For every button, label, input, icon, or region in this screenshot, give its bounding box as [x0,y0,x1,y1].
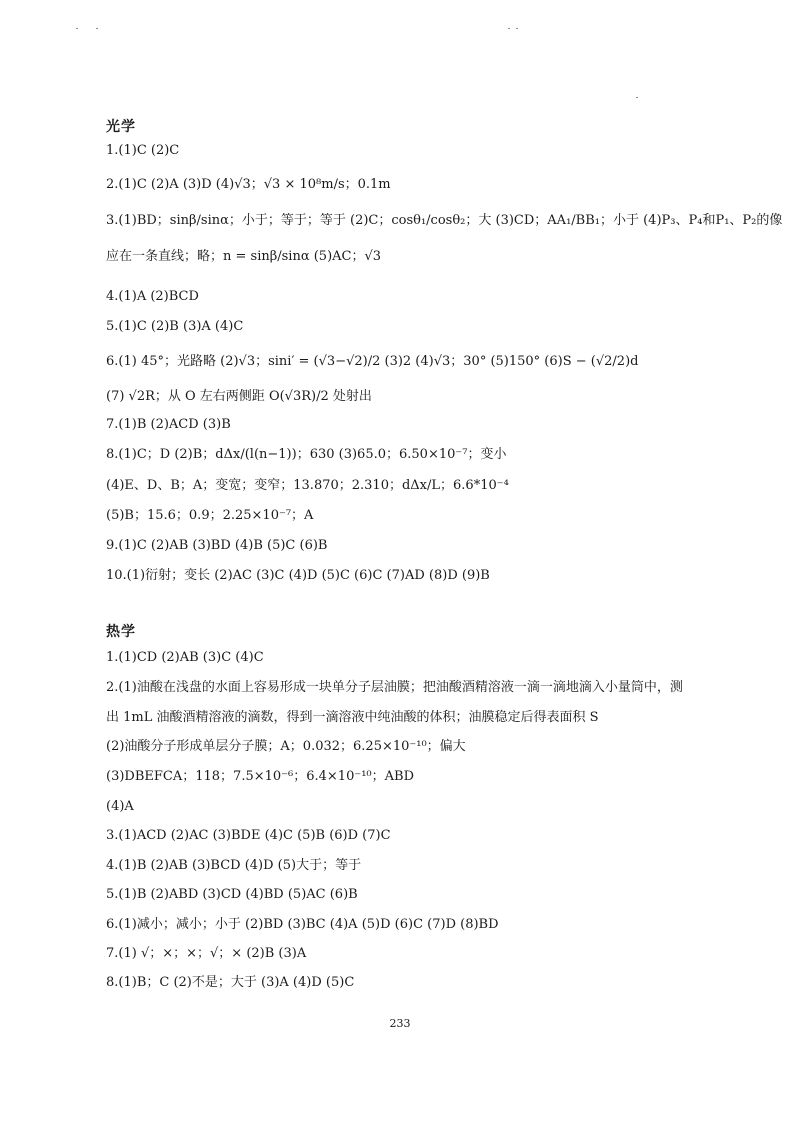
answer-line: (3)DBEFCA；118；7.5×10⁻⁶；6.4×10⁻¹⁰；ABD [106,769,414,784]
answer-line: 9.(1)C (2)AB (3)BD (4)B (5)C (6)B [106,538,328,553]
answer-line: (4)E、D、B；A；变宽；变窄；13.870；2.310；dΔx/L；6.6*10⁻⁴ [106,478,509,493]
answer-line: 6.(1) 45°；光路略 (2)√3；sini′ = (√3−√2)/2 (3)2 (4)√3；30° (5)150° (6)S − (√2/2)d [106,354,639,369]
answer-line: (2)油酸分子形成单层分子膜；A；0.032；6.25×10⁻¹⁰；偏大 [106,739,466,754]
answer-line: 3.(1)BD；sinβ/sinα；小于；等于；等于 (2)C；cosθ₁/cosθ₂；大 (3)CD；AA₁/BB₁；小于 (4)P₃、P₄和P₁、P₂的像 [106,213,783,228]
answer-line: 7.(1)B (2)ACD (3)B [106,417,231,432]
scan-speck [508,28,510,29]
answer-line: 1.(1)C (2)C [106,143,180,158]
answer-line: 8.(1)B；C (2)不是；大于 (3)A (4)D (5)C [106,975,355,990]
answer-line: 7.(1) √；×；×；√；× (2)B (3)A [106,946,307,961]
scan-speck [76,28,78,29]
scan-speck [516,28,518,29]
answer-line: 2.(1)油酸在浅盘的水面上容易形成一块单分子层油膜；把油酸酒精溶液一滴一滴地滴入小量筒中，测 [106,680,683,695]
answer-line: 2.(1)C (2)A (3)D (4)√3；√3 × 10⁸m/s；0.1m [106,177,391,192]
answer-line: 应在一条直线；略；n = sinβ/sinα (5)AC；√3 [106,249,382,264]
answer-line: 1.(1)CD (2)AB (3)C (4)C [106,650,264,665]
answer-line: 出 1mL 油酸酒精溶液的滴数，得到一滴溶液中纯油酸的体积；油膜稳定后得表面积 S [106,710,599,725]
answer-line: 4.(1)B (2)AB (3)BCD (4)D (5)大于；等于 [106,858,362,873]
answer-line: (7) √2R；从 O 左右两侧距 O(√3R)/2 处射出 [106,389,372,404]
answer-line: (4)A [106,799,134,814]
scan-speck [636,97,638,98]
answer-line: (5)B；15.6；0.9；2.25×10⁻⁷；A [106,508,314,523]
section-title-thermodynamics: 热学 [106,624,136,640]
answer-line: 10.(1)衍射；变长 (2)AC (3)C (4)D (5)C (6)C (7)AD (8)D (9)B [106,568,490,583]
answer-line: 5.(1)B (2)ABD (3)CD (4)BD (5)AC (6)B [106,887,358,902]
section-title-optics: 光学 [106,119,136,135]
answer-line: 3.(1)ACD (2)AC (3)BDE (4)C (5)B (6)D (7)C [106,828,391,843]
scan-speck [96,28,98,29]
answer-line: 6.(1)减小；减小；小于 (2)BD (3)BC (4)A (5)D (6)C (7)D (8)BD [106,917,499,932]
answer-line: 4.(1)A (2)BCD [106,289,199,304]
answer-line: 8.(1)C；D (2)B；dΔx/(l(n−1))；630 (3)65.0；6.50×10⁻⁷；变小 [106,447,507,462]
answer-line: 5.(1)C (2)B (3)A (4)C [106,319,244,334]
page-number: 233 [389,1017,411,1030]
